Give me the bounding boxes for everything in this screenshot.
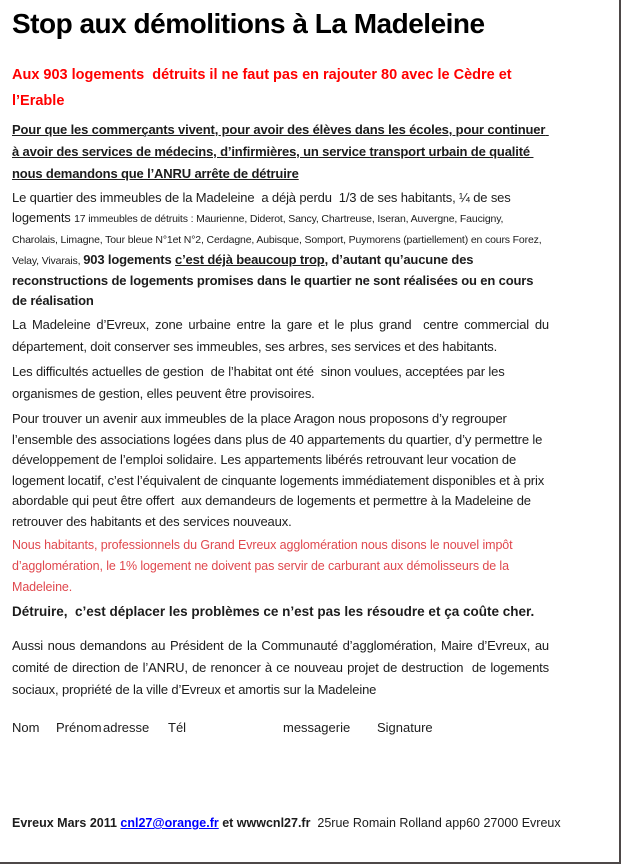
demand-paragraph: Pour que les commerçants vivent, pour avoir des élèves dans les écoles, pour continuer à avoir des services de médecins, d’infirmières, un service transport urbain de qualité nous demandons que l’ANRU arrête de détruire [12, 122, 549, 181]
quartier-intro: Le quartier des immeubles de la Madeleine a déjà perdu 1/3 de ses habitants, ¼ de ses logements [12, 190, 515, 225]
aussi-paragraph: Aussi nous demandons au Président de la Communauté d’agglomération, Maire d’Evreux, au comité de direction de l’ANRU, de renoncer à ce nouveau projet de destruction de logements sociaux, propriété de la ville d’Evreux et amortis sur la Madeleine [12, 638, 553, 697]
signature-col-signature: Signature [377, 720, 433, 735]
signature-col-prenom: Prénom [56, 720, 102, 735]
signature-col-nom: Nom [12, 720, 40, 735]
quartier-paragraph [12, 188, 549, 311]
quartier-rest: , d’autant qu’aucune des reconstructions de logements promises dans le quartier ne sont réalisées ou en cours de réalisation [12, 252, 537, 308]
quartier-too-much: c’est déjà beaucoup trop [175, 252, 325, 267]
red-subtitle: Aux 903 logements détruits il ne faut pas en rajouter 80 avec le Cèdre et l’Erable [12, 67, 516, 109]
detruire-statement: Détruire, c’est déplacer les problèmes ce n’est pas les résoudre et ça coûte cher. [12, 604, 535, 619]
page-title: Stop aux démolitions à La Madeleine [12, 8, 485, 39]
footer-date: Evreux Mars 2011 [12, 816, 121, 830]
signature-col-tel: Tél [168, 720, 187, 735]
avenir-paragraph: Pour trouver un avenir aux immeubles de la place Aragon nous proposons d’y regrouper l’ensemble des associations logées dans plus de 40 appartements du quartier, d’y permettre le développement de l’emploi solidaire. Les appartements libérés retrouvant leur vocation de logement locatif, c’est l’équivalent de cinquante logements immédiatement disponibles et à prix abordable qui peut être offert aux demandeurs de logements et permettre à la Madeleine de retrouver des habitants et des services nouveaux. [12, 411, 548, 529]
footer-address: 25rue Romain Rolland app60 27000 Evreux [310, 816, 561, 830]
signature-col-adresse: adresse [103, 720, 150, 735]
quartier-count: 903 logements [83, 252, 176, 267]
signature-col-messagerie: messagerie [283, 720, 351, 735]
red-appeal-paragraph: Nous habitants, professionnels du Grand Evreux agglomération nous disons le nouvel impôt d’agglomération, le 1% logement ne doivent pas servir de carburant aux démolisseurs de la Madeleine. [12, 538, 516, 594]
footer [12, 813, 561, 833]
signature-header-row [12, 717, 549, 739]
difficultes-paragraph: Les difficultés actuelles de gestion de l’habitat ont été sinon voulues, acceptées par les organismes de gestion, elles peuvent être provisoires. [12, 364, 509, 401]
email-link[interactable]: cnl27@orange.fr [120, 816, 219, 830]
footer-site: et wwwcnl27.fr [218, 816, 311, 830]
madeleine-paragraph: La Madeleine d’Evreux, zone urbaine entre la gare et le plus grand centre commercial du département, doit conserver ses immeubles, ses arbres, ses services et des habitants. [12, 317, 553, 354]
quartier-buildings-list: 17 immeubles de détruits : Maurienne, Diderot, Sancy, Chartreuse, Iseran, Auvergne, Faucigny, Charolais, Limagne, Tour bleue N°1et N°2, Cerdagne, Aubisque, Somport, Puymorens (partiellement) en cours Forez, Velay, Vivarais, [12, 213, 545, 267]
